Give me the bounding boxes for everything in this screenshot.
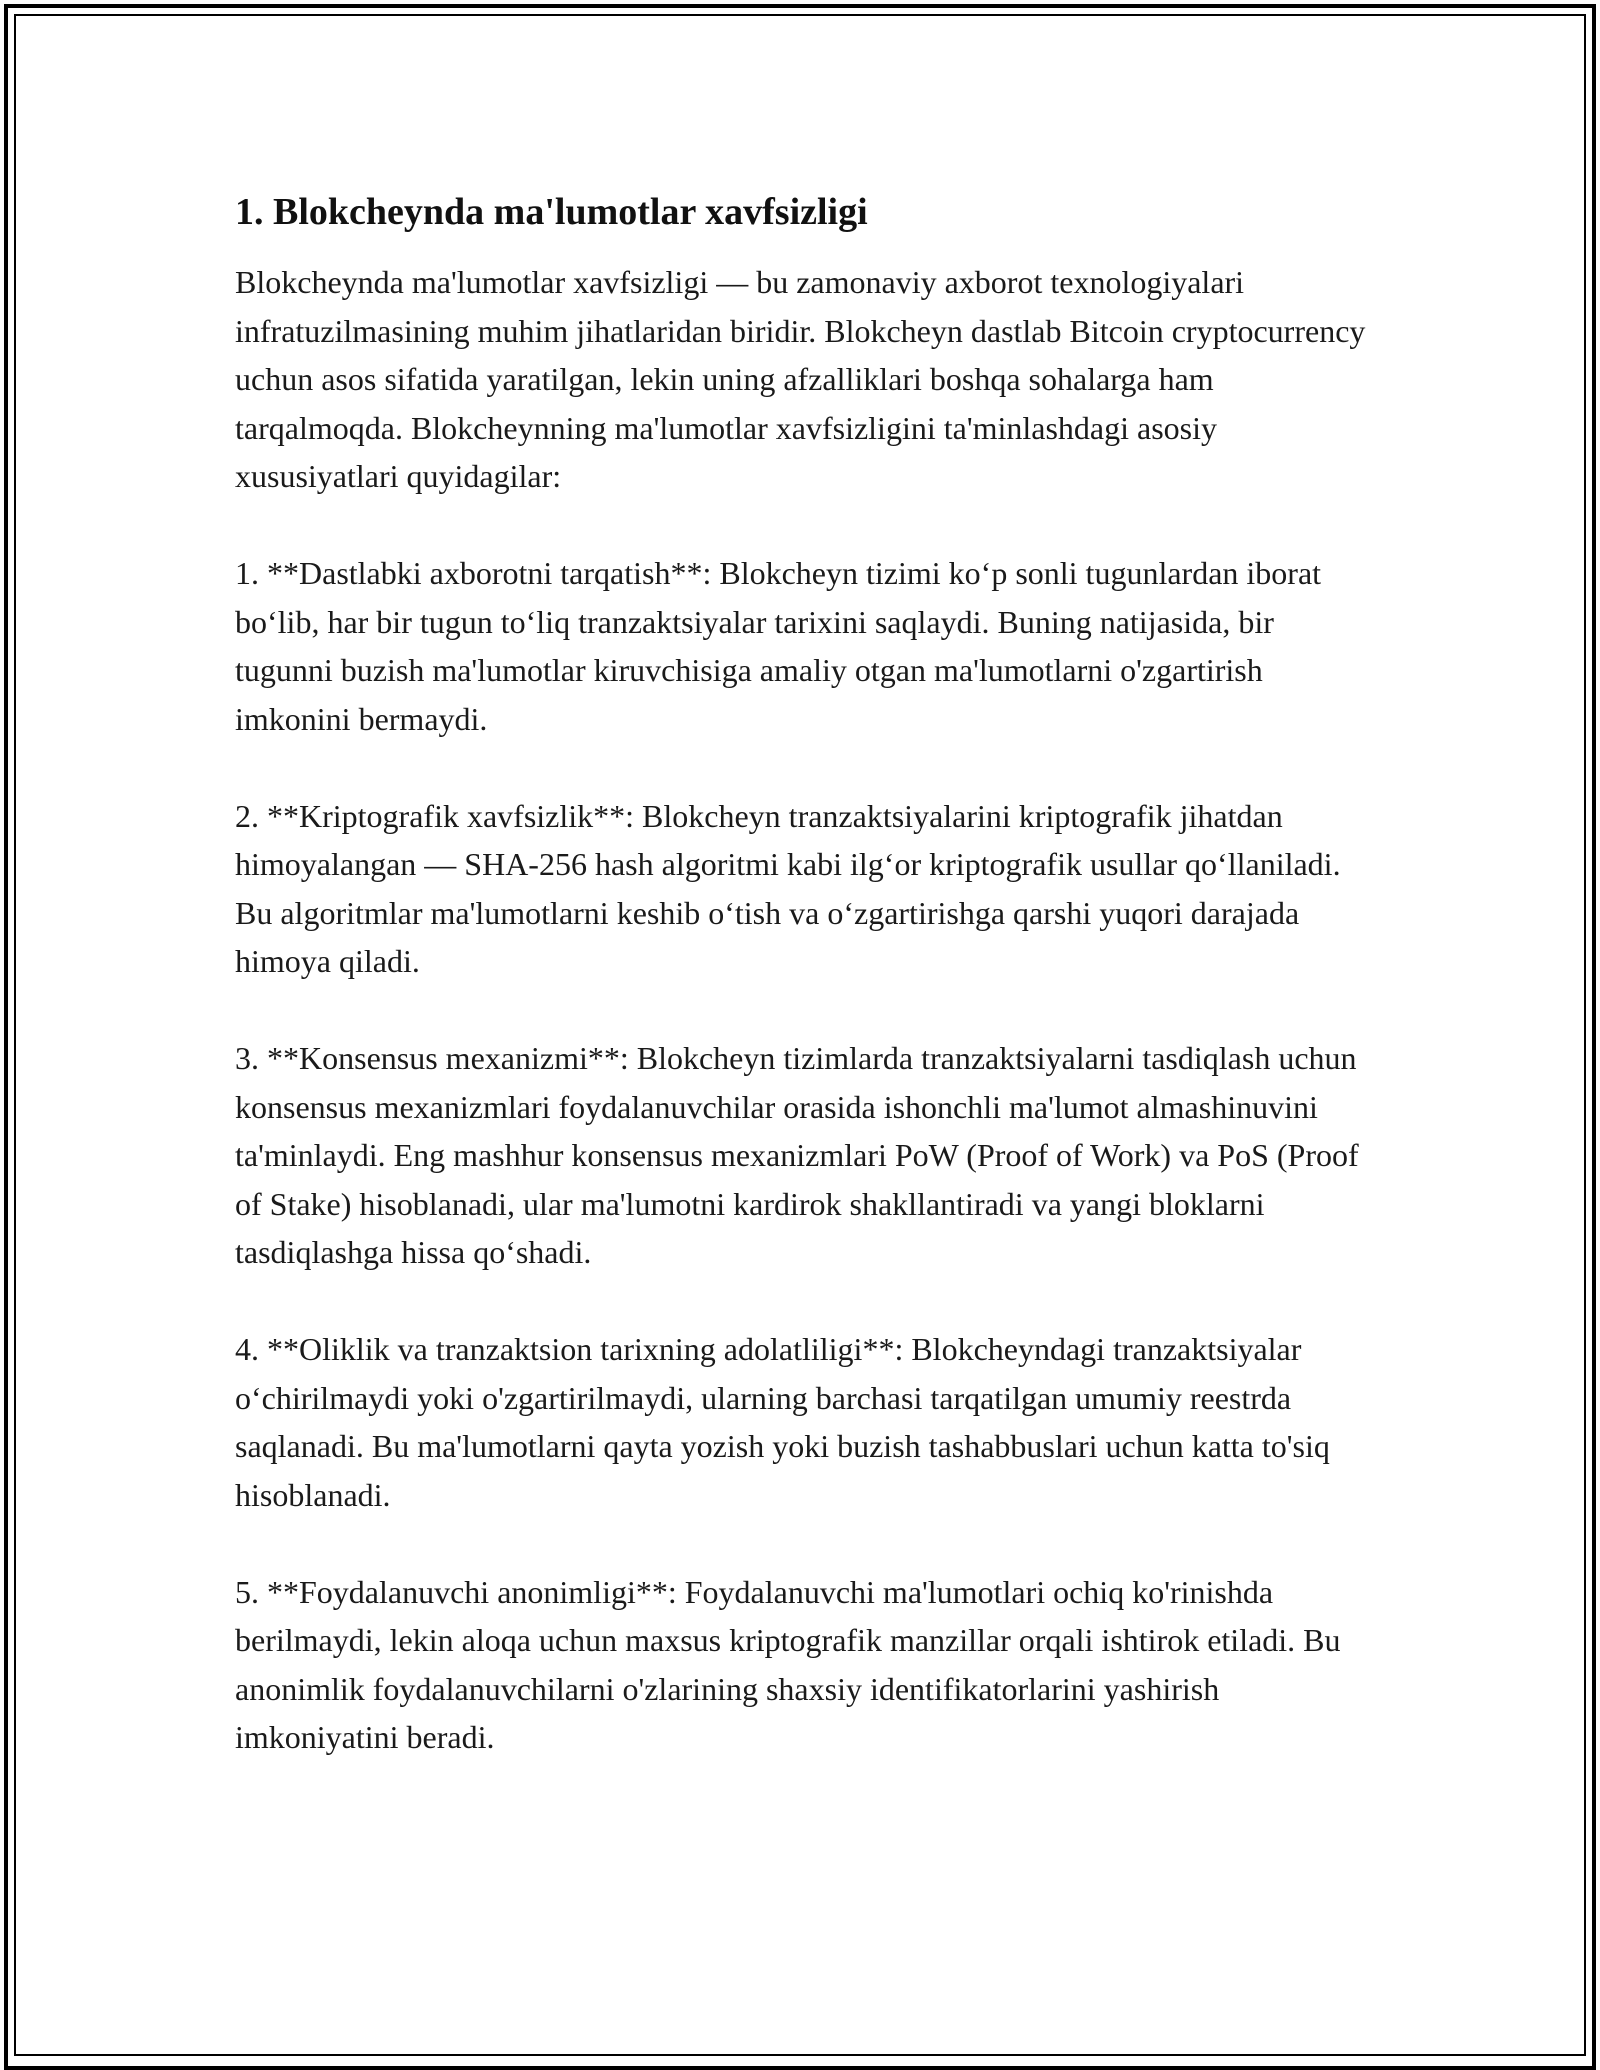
list-item-2: 2. **Kriptografik xavfsizlik**: Blokcheyn tranzaktsiyalarini kriptografik jihatdan himoyalangan — SHA-256 hash algoritmi kabi ilg‘or kriptografik usullar qo‘llaniladi. Bu algoritmlar ma'lumotlarni keshib o‘tish va o‘zgartirishga qarshi yuqori darajada himoya qiladi. (235, 797, 1341, 979)
list-item-5: 5. **Foydalanuvchi anonimligi**: Foydalanuvchi ma'lumotlari ochiq ko'rinishda berilmaydi, lekin aloqa uchun maxsus kriptografik manzillar orqali ishtirok etiladi. Bu anonimlik foydalanuvchilarni o'zlarining shaxsiy identifikatorlarini yashirish imkoniyatini beradi. (235, 1573, 1341, 1755)
list-item-4: 4. **Oliklik va tranzaktsion tarixning adolatliligi**: Blokcheyndagi tranzaktsiyalar o‘chirilmaydi yoki o'zgartirilmaydi, ularning barchasi tarqatilgan umumiy reestrda saqlanadi. Bu ma'lumotlarni qayta yozish yoki buzish tashabbuslari uchun katta to'siq hisoblanadi. (235, 1331, 1330, 1513)
list-item-3: 3. **Konsensus mexanizmi**: Blokcheyn tizimlarda tranzaktsiyalarni tasdiqlash uchun konsensus mexanizmlari foydalanuvchilar orasida ishonchli ma'lumot almashinuvini ta'minlaydi. Eng mashhur konsensus mexanizmlari PoW (Proof of Work) va PoS (Proof of Stake) hisoblanadi, ular ma'lumotni kardirok shakllantiradi va yangi bloklarni tasdiqlashga hissa qo‘shadi. (235, 1040, 1359, 1270)
document-title: 1. Blokcheynda ma'lumotlar xavfsizligi (235, 191, 868, 233)
list-item-1: 1. **Dastlabki axborotni tarqatish**: Blokcheyn tizimi ko‘p sonli tugunlardan iborat bo‘lib, har bir tugun to‘liq tranzaktsiyalar tarixini saqlaydi. Buning natijasida, bir tugunni buzish ma'lumotlar kiruvchisiga amaliy otgan ma'lumotlarni o'zgartirish imkonini bermaydi. (235, 555, 1322, 737)
document-body (235, 188, 1370, 1810)
intro-paragraph: Blokcheynda ma'lumotlar xavfsizligi — bu zamonaviy axborot texnologiyalari infratuzilmasining muhim jihatlaridan biridir. Blokcheyn dastlab Bitcoin cryptocurrency uchun asos sifatida yaratilgan, lekin uning afzalliklari boshqa sohalarga ham tarqalmoqda. Blokcheynning ma'lumotlar xavfsizligini ta'minlashdagi asosiy xususiyatlari quyidagilar: (235, 264, 1366, 494)
